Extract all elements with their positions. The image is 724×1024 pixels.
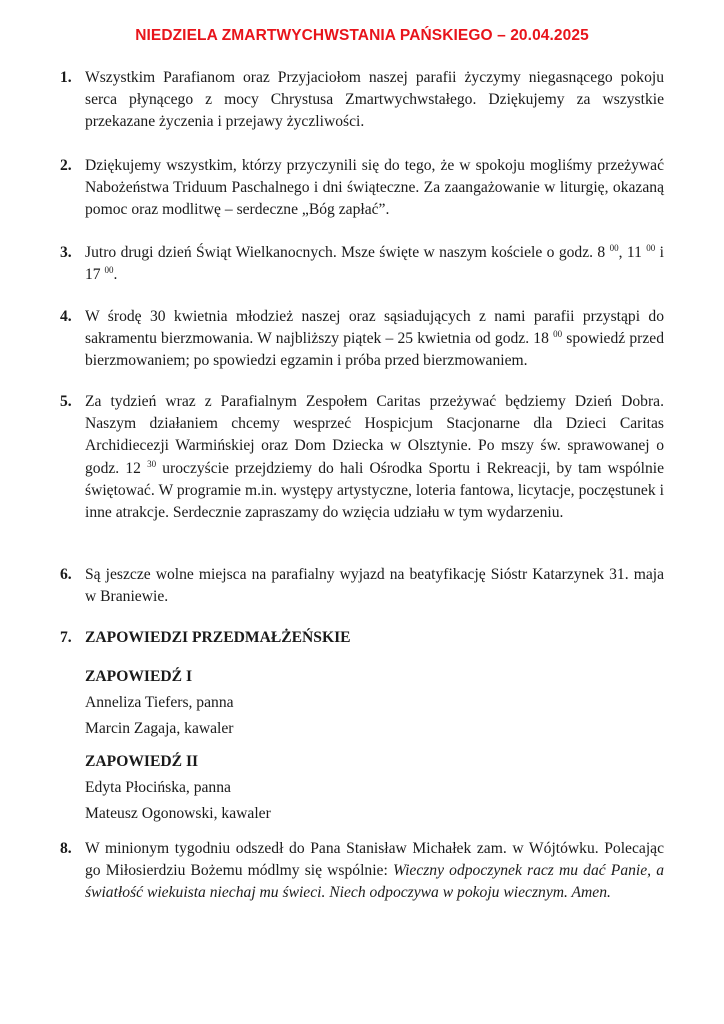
bann-person: Marcin Zagaja, kawaler: [85, 720, 234, 737]
item-text: W środę 30 kwietnia młodzież naszej oraz sąsiadujących z nami parafii przystąpi do sakramentu bierzmowania. W najbliższy piątek – 25 kwietnia od godz. 18 $^{00}$ spowiedź przed bierzmowaniem; po spowiedzi egzamin i próba przed bierzmowaniem.: [85, 308, 664, 370]
item-number: 6.: [60, 566, 72, 583]
item-text: Wszystkim Parafianom oraz Przyjaciołom naszej parafii życzymy niegasnącego pokoju serca płynącego z mocy Chrystusa Zmartwychwstałego. Dziękujemy za wszystkie przekazane życzenia i przejawy życzliwości.: [85, 69, 664, 131]
bann-person: Anneliza Tiefers, panna: [85, 694, 234, 711]
announcement-4: [60, 306, 664, 373]
item-number: 1.: [60, 69, 72, 86]
item-text: Są jeszcze wolne miejsca na parafialny wyjazd na beatyfikację Sióstr Katarzynek 31. maja w Braniewie.: [85, 566, 664, 606]
announcement-8: [60, 838, 664, 905]
item-number: 8.: [60, 840, 72, 857]
superscript: 00: [646, 243, 656, 253]
item-number: 4.: [60, 308, 72, 325]
bann-person: Mateusz Ogonowski, kawaler: [85, 805, 271, 822]
item-number: 7.: [60, 629, 72, 646]
item-number: 5.: [60, 393, 72, 410]
item-text: Za tydzień wraz z Parafialnym Zespołem Caritas przeżywać będziemy Dzień Dobra. Naszym działaniem chcemy wesprzeć Hospicjum Stacjonarne dla Dzieci Caritas Archidiecezji Warmińskiej oraz Dom Dziecka w Olsztynie. Po mszy św. sprawowanej o godz. 12 $^{30}$ uroczyście przejdziemy do hali Ośrodka Sportu i Rekreacji, by tam wspólnie świętować. W programie m.in. występy artystyczne, loteria fantowa, licytacje, poczęstunek i inne atrakcje. Serdecznie zapraszamy do wzięcia udziału w tym wydarzeniu.: [85, 393, 664, 522]
item-number: 2.: [60, 157, 72, 174]
bann-person: Edyta Płocińska, panna: [85, 779, 231, 796]
announcement-7: [60, 627, 664, 649]
announcement-1: [60, 67, 664, 134]
superscript: 00: [553, 329, 563, 340]
banns-heading: ZAPOWIEDZI PRZEDMAŁŻEŃSKIE: [85, 629, 351, 646]
superscript: 00: [104, 265, 114, 276]
announcement-3: [60, 242, 664, 286]
announcement-5: [60, 391, 664, 524]
item-text: W minionym tygodniu odszedł do Pana Stanisław Michałek zam. w Wójtówku. Polecając go Miłosierdziu Bożemu módlmy się wspólnie: Wieczny odpoczynek racz mu dać Panie, a światłość wiekuista niechaj mu świeci. Niech odpoczywa w pokoju wiecznym. Amen.: [85, 840, 664, 902]
announcement-6: [60, 564, 664, 608]
item-text: Dziękujemy wszystkim, którzy przyczynili się do tego, że w spokoju mogliśmy przeżywać Nabożeństwa Triduum Paschalnego i dni świąteczne. Za zaangażowanie w liturgię, okazaną pomoc oraz modlitwę – serdeczne „Bóg zapłać”.: [85, 157, 664, 219]
superscript: 30: [147, 458, 157, 469]
prayer-text: Wieczny odpoczynek racz mu dać Panie, a światłość wiekuista niechaj mu świeci. Niech odpoczywa w pokoju wiecznym. Amen.: [85, 862, 664, 902]
page-title: NIEDZIELA ZMARTWYCHWSTANIA PAŃSKIEGO – 20.04.2025: [135, 27, 589, 44]
announcement-2: [60, 155, 664, 222]
item-number: 3.: [60, 244, 72, 261]
banns-second: [85, 749, 271, 827]
item-text: Jutro drugi dzień Świąt Wielkanocnych. Msze święte w naszym kościele o godz. 8 $^{00}$, 11 $^{00}$ i 17 $^{00}$.: [85, 243, 665, 284]
banns-first: [85, 664, 234, 742]
superscript: 00: [609, 243, 619, 253]
bann-heading: ZAPOWIEDŹ II: [85, 753, 199, 770]
bann-heading: ZAPOWIEDŹ I: [85, 668, 193, 685]
